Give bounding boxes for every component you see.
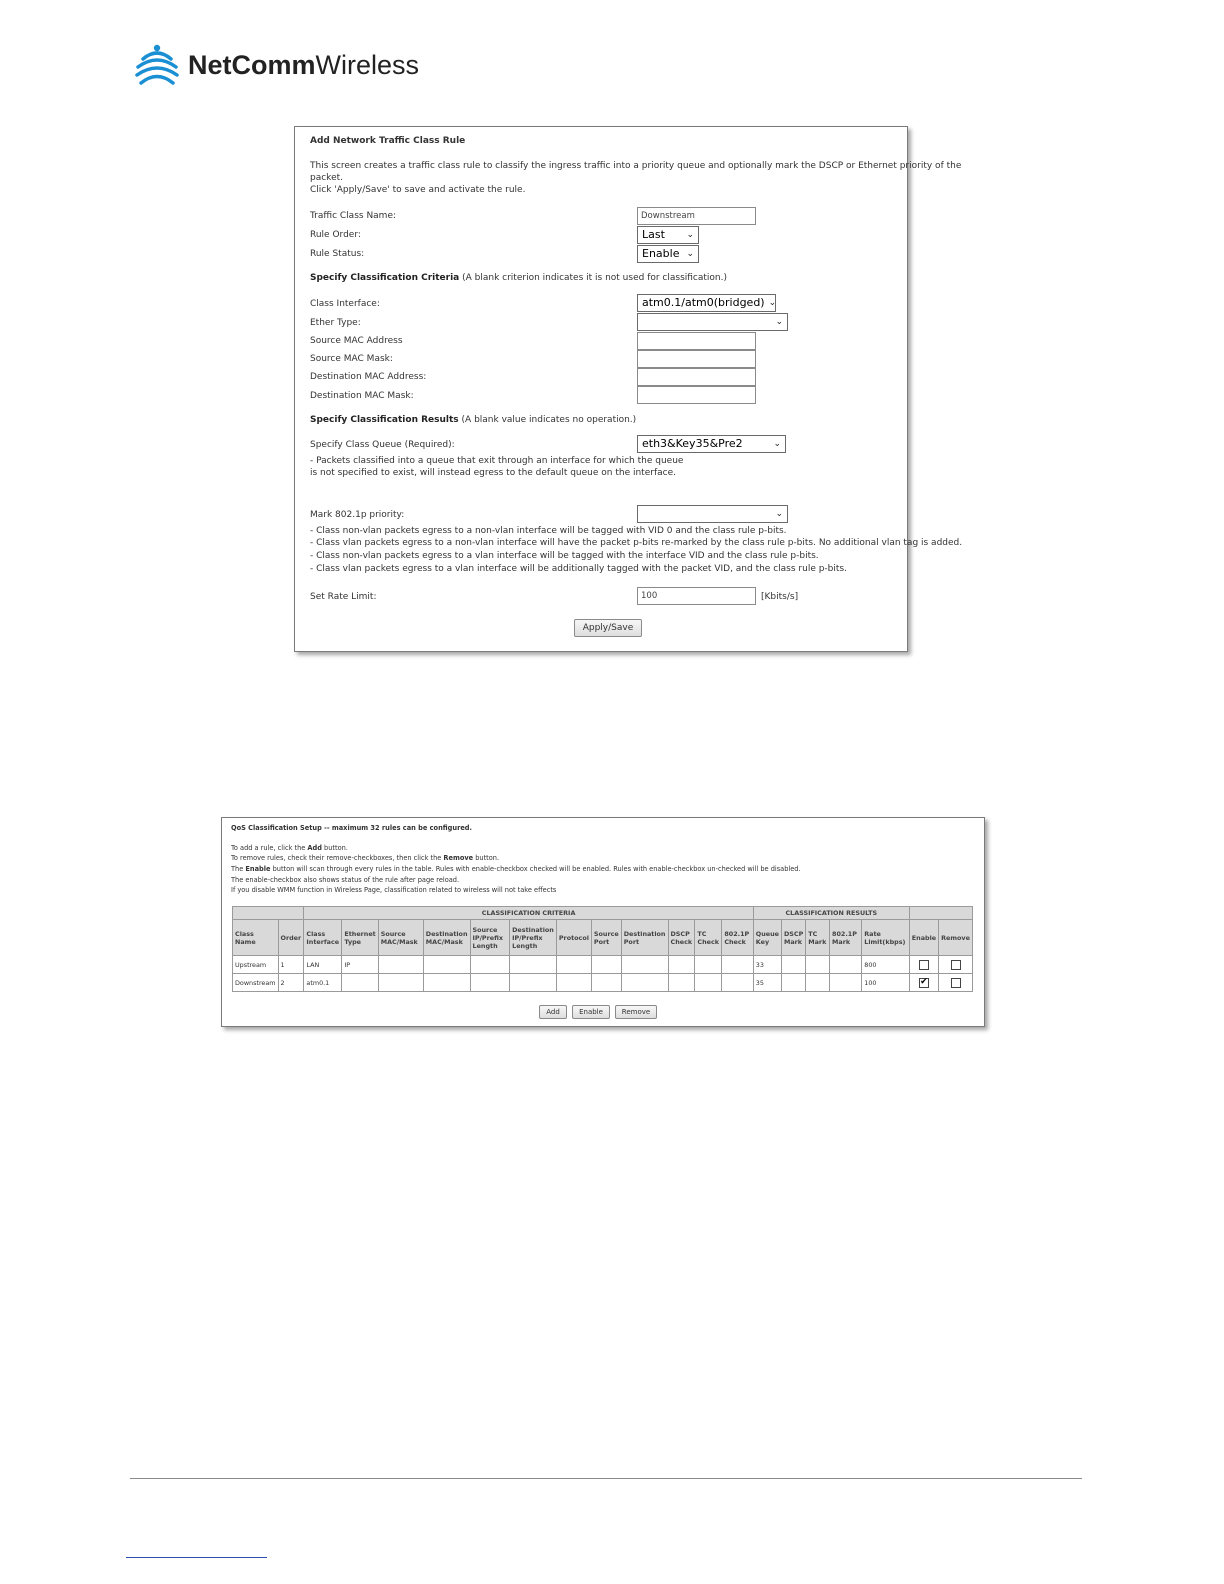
criteria-heading: Specify Classification Criteria (A blank criterion indicates it is not used for classification.) (310, 273, 728, 283)
classification-results-header: CLASSIFICATION RESULTS (753, 907, 909, 920)
table-cell: IP (342, 956, 378, 974)
column-header-text: Length (472, 941, 498, 950)
column-header-text: DSCP (670, 929, 690, 938)
enable-button[interactable]: Enable (572, 1005, 610, 1019)
chevron-down-icon: ⌄ (773, 439, 781, 449)
column-header-text: Interface (306, 937, 340, 946)
table-cell (342, 974, 378, 992)
remove-cell (939, 974, 973, 992)
table-cell (556, 974, 591, 992)
table-cell (591, 956, 621, 974)
column-header-text: Length (512, 941, 538, 950)
remove-button[interactable]: Remove (615, 1005, 657, 1019)
table-cell (781, 956, 805, 974)
column-header-text: MAC/Mask (425, 937, 463, 946)
qos-classification-panel (221, 817, 985, 1027)
table-cell (470, 956, 510, 974)
column-header-text: 802.1P (832, 929, 857, 938)
column-header-text: IP/Prefix (512, 933, 543, 942)
column-header-text: Check (724, 937, 746, 946)
column-header-text: 802.1P (724, 929, 750, 938)
table-cell (510, 974, 557, 992)
wifi-logo-icon (134, 42, 180, 88)
column-header (304, 920, 342, 956)
column-header (233, 920, 279, 956)
mark-note: - Class vlan packets egress to a non-vlan interface will have the packet p-bits re-marked by the class rule p-bits. No additional vlan tag is added. (310, 538, 963, 548)
class-interface-label: Class Interface: (310, 299, 380, 309)
column-header-text: Mark (832, 937, 851, 946)
destination-mac-label: Destination MAC Address: (310, 372, 427, 382)
table-cell (695, 956, 722, 974)
instruction-line: If you disable WMM function in Wireless Page, classification related to wireless will not take effects (231, 886, 557, 894)
footer-link-underline (126, 1557, 267, 1558)
table-cell: Upstream (233, 956, 279, 974)
table-cell (695, 974, 722, 992)
mark-note: - Class non-vlan packets egress to a vlan interface will be tagged with the interface VID and the class rule p-bits. (310, 551, 819, 561)
brand-name: NetCommWireless (188, 49, 420, 80)
panel-title: Add Network Traffic Class Rule (310, 136, 466, 146)
rule-status-select[interactable]: Enable ⌄ (637, 245, 699, 263)
destination-mac-input[interactable] (637, 368, 756, 386)
table-cell: 100 (862, 974, 910, 992)
chevron-down-icon: ⌄ (775, 317, 783, 327)
table-cell (668, 956, 695, 974)
group-spacer (233, 907, 304, 920)
ether-type-label: Ether Type: (310, 318, 361, 328)
column-header-text: Key (755, 937, 770, 946)
column-header (278, 920, 304, 956)
netcomm-logo (134, 40, 419, 90)
column-header-text: Port (593, 937, 610, 946)
mark-note: - Class vlan packets egress to a vlan interface will be additionally tagged with the packet VID, and the class rule p-bits. (310, 564, 847, 574)
column-header-text: Mark (808, 937, 827, 946)
rate-limit-unit: [Kbits/s] (761, 592, 799, 602)
qos-title: QoS Classification Setup -- maximum 32 rules can be configured. (231, 824, 473, 832)
table-cell (722, 956, 753, 974)
rule-status-label: Rule Status: (310, 249, 365, 259)
column-header-text: Class (306, 929, 326, 938)
source-mac-input[interactable] (637, 332, 756, 350)
class-queue-label: Specify Class Queue (Required): (310, 440, 455, 450)
instruction-line: To remove rules, check their remove-checkboxes, then click the Remove button. (231, 854, 500, 862)
column-header (668, 920, 695, 956)
remove-checkbox[interactable] (951, 978, 961, 988)
column-header (753, 920, 781, 956)
column-header (781, 920, 805, 956)
chevron-down-icon: ⌄ (768, 298, 777, 308)
results-heading: Specify Classification Results (A blank value indicates no operation.) (310, 415, 637, 425)
column-header-text: Type (344, 937, 362, 946)
class-interface-select[interactable]: atm0.1/atm0(bridged) ⌄ (637, 294, 776, 312)
column-header (695, 920, 722, 956)
add-traffic-class-rule-panel (294, 126, 963, 652)
chevron-down-icon: ⌄ (686, 230, 694, 240)
column-header-text: Port (623, 937, 640, 946)
table-cell (423, 974, 470, 992)
enable-checkbox-checked[interactable]: ✔ (920, 977, 928, 987)
column-header-text: Destination (425, 929, 468, 938)
column-header-text: TC (697, 929, 707, 938)
column-header (556, 920, 591, 956)
column-header-text: Destination (512, 925, 554, 934)
column-header-text: Destination (623, 929, 666, 938)
instruction-line: To add a rule, click the Add button. (231, 844, 348, 852)
instruction-line: The Enable button will scan through every rules in the table. Rules with enable-checkbox checked will be enabled. Rules with enable-checkbox un-checked will be disabled. (231, 865, 801, 873)
column-header-text: Ethernet (344, 929, 376, 938)
table-row (233, 974, 973, 992)
column-header-text: IP/Prefix (472, 933, 503, 942)
source-mac-label: Source MAC Address (310, 336, 403, 346)
column-header-text: Class (235, 929, 254, 938)
column-header (423, 920, 470, 956)
column-header (909, 920, 938, 956)
table-cell (510, 956, 557, 974)
enable-checkbox[interactable] (919, 960, 929, 970)
column-header (378, 920, 423, 956)
mark-priority-label: Mark 802.1p priority: (310, 510, 405, 520)
column-header-text: Source (593, 929, 619, 938)
column-header (591, 920, 621, 956)
classification-criteria-header: CLASSIFICATION CRITERIA (304, 907, 753, 920)
traffic-class-name-input[interactable]: Downstream (637, 207, 756, 225)
column-header (830, 920, 862, 956)
table-cell: 1 (278, 956, 304, 974)
ether-type-select[interactable] (637, 313, 788, 331)
footer-divider (130, 1478, 1082, 1479)
column-header-text: Rate (864, 929, 881, 938)
table-cell (830, 956, 862, 974)
table-cell (621, 956, 668, 974)
column-header (806, 920, 830, 956)
add-button[interactable]: Add (539, 1005, 567, 1019)
column-header-text: Queue (755, 929, 779, 938)
apply-save-button[interactable]: Apply/Save (574, 619, 642, 637)
table-cell (470, 974, 510, 992)
class-queue-select[interactable]: eth3&Key35&Pre2 ⌄ (637, 435, 786, 453)
column-header-text: Name (235, 937, 256, 946)
table-cell (668, 974, 695, 992)
column-header-text: Protocol (558, 933, 589, 942)
description-line: Click 'Apply/Save' to save and activate the rule. (310, 185, 526, 195)
table-cell (806, 956, 830, 974)
rate-limit-label: Set Rate Limit: (310, 592, 377, 602)
rule-order-select[interactable]: Last ⌄ (637, 226, 699, 244)
column-header-text: Enable (911, 933, 937, 942)
table-cell: 2 (278, 974, 304, 992)
table-cell (806, 974, 830, 992)
column-header (621, 920, 668, 956)
rule-order-label: Rule Order: (310, 230, 361, 240)
queue-note: is not specified to exist, will instead egress to the default queue on the interface. (310, 468, 676, 478)
table-cell (830, 974, 862, 992)
column-header-text: Source (472, 925, 498, 934)
column-header-text: Check (670, 937, 693, 946)
column-header (862, 920, 910, 956)
table-cell: 35 (753, 974, 781, 992)
source-mac-mask-label: Source MAC Mask: (310, 354, 393, 364)
table-cell (591, 974, 621, 992)
mark-note: - Class non-vlan packets egress to a non-vlan interface will be tagged with VID 0 and the class rule p-bits. (310, 526, 787, 536)
qos-rules-table (232, 906, 973, 992)
remove-checkbox[interactable] (951, 960, 961, 970)
table-row (233, 956, 973, 974)
table-cell: atm0.1 (304, 974, 342, 992)
column-header-text: MAC/Mask (380, 937, 418, 946)
table-cell: Downstream (233, 974, 279, 992)
column-header-text: Limit(kbps) (864, 937, 906, 946)
column-header (470, 920, 510, 956)
column-header-text: Remove (941, 933, 970, 942)
column-header-text: Source (380, 929, 406, 938)
mark-priority-select[interactable] (637, 505, 788, 523)
table-cell (556, 956, 591, 974)
table-cell (722, 974, 753, 992)
instruction-line: The enable-checkbox also shows status of the rule after page reload. (231, 876, 460, 884)
column-header-text: TC (808, 929, 818, 938)
table-cell (378, 956, 423, 974)
column-header (342, 920, 378, 956)
chevron-down-icon: ⌄ (686, 249, 694, 259)
column-header-text: Order (280, 933, 302, 942)
column-header (939, 920, 973, 956)
column-header (722, 920, 753, 956)
rate-limit-input[interactable]: 100 (637, 587, 756, 605)
table-cell (781, 974, 805, 992)
group-spacer (909, 907, 972, 920)
column-header-text: Check (697, 937, 720, 946)
column-header (510, 920, 557, 956)
enable-cell (909, 956, 938, 974)
table-cell: LAN (304, 956, 342, 974)
destination-mac-mask-input[interactable] (637, 386, 756, 404)
table-cell (621, 974, 668, 992)
enable-cell (909, 974, 938, 992)
column-header-text: Mark (783, 937, 803, 946)
table-cell (378, 974, 423, 992)
destination-mac-mask-label: Destination MAC Mask: (310, 391, 414, 401)
table-cell: 33 (753, 956, 781, 974)
description-line: packet. (310, 173, 343, 183)
chevron-down-icon: ⌄ (775, 509, 783, 519)
traffic-class-name-label: Traffic Class Name: (310, 211, 397, 221)
description-line: This screen creates a traffic class rule to classify the ingress traffic into a priority queue and optionally mark the DSCP or Ethernet priority of the (310, 161, 962, 171)
table-cell: 800 (862, 956, 910, 974)
source-mac-mask-input[interactable] (637, 350, 756, 368)
queue-note: - Packets classified into a queue that exit through an interface for which the queue (310, 456, 684, 466)
table-cell (423, 956, 470, 974)
column-header-text: DSCP (783, 929, 804, 938)
remove-cell (939, 956, 973, 974)
